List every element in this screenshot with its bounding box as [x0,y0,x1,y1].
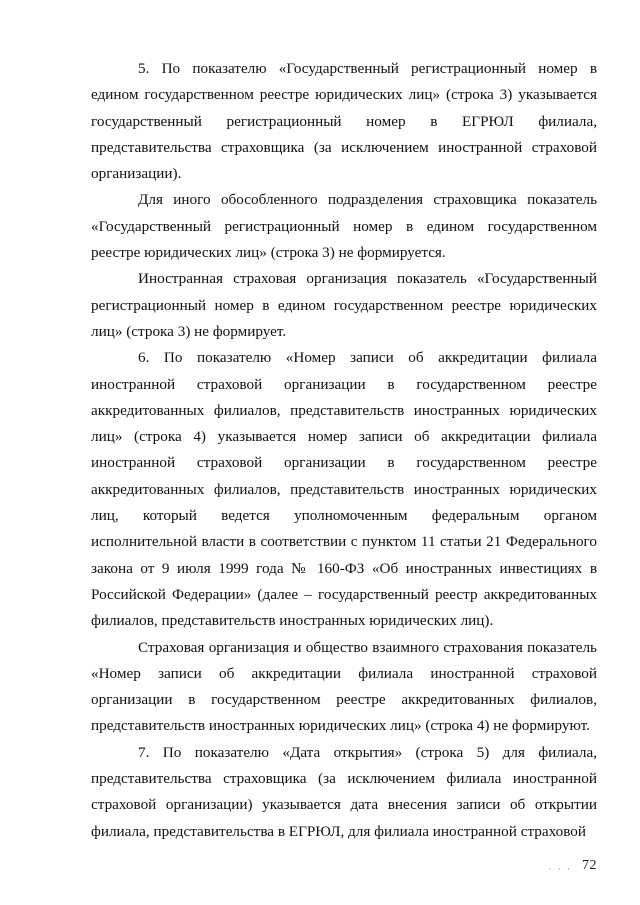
paragraph-other-subdivision: Для иного обособленного подразделения страховщика показатель «Государственный регистрационный номер в едином государственном реестре юридических лиц» (строка 3) не формируется. [91,191,597,262]
page-number: 72 [582,858,597,873]
paragraph-foreign-organization: Иностранная страховая организация показатель «Государственный регистрационный номер в едином государственном реестре юридических лиц» (строка 3) не формирует. [91,270,597,340]
body-text [91,56,597,845]
scan-marks: · · · [548,864,572,874]
paragraph-item-6: 6. По показателю «Номер записи об аккредитации филиала иностранной страховой организации в государственном реестре аккредитованных филиалов, представительств иностранных юридических лиц» (строка 4) указывается номер записи об аккредитации филиала иностранной страховой организации в государственном реестре аккредитованных филиалов, представительств иностранных юридических лиц, который ведется уполномоченным федеральным органом исполнительной власти в соответствии с пунктом 11 статьи 21 Федерального закона от 9 июля 1999 года № 160-ФЗ «Об иностранных инвестициях в Российской Федерации» (далее – государственный реестр аккредитованных филиалов, представительств иностранных юридических лиц). [91,349,597,630]
paragraph-item-5: 5. По показателю «Государственный регистрационный номер в едином государственном реестре юридических лиц» (строка 3) указывается государственный регистрационный номер в ЕГРЮЛ филиала, представительства страховщика (за исключением иностранной страховой организации). [91,60,597,183]
paragraph-insurance-organization: Страховая организация и общество взаимного страхования показатель «Номер записи об аккредитации филиала иностранной страховой организации в государственном реестре аккредитованных филиалов, представительств иностранных юридических лиц» (строка 4) не формируют. [91,638,597,735]
paragraph-item-7: 7. По показателю «Дата открытия» (строка 5) для филиала, представительства страховщика (за исключением филиала иностранной страховой организации) указывается дата внесения записи об открытии филиала, представительства в ЕГРЮЛ, для филиала иностранной страховой [91,743,597,840]
